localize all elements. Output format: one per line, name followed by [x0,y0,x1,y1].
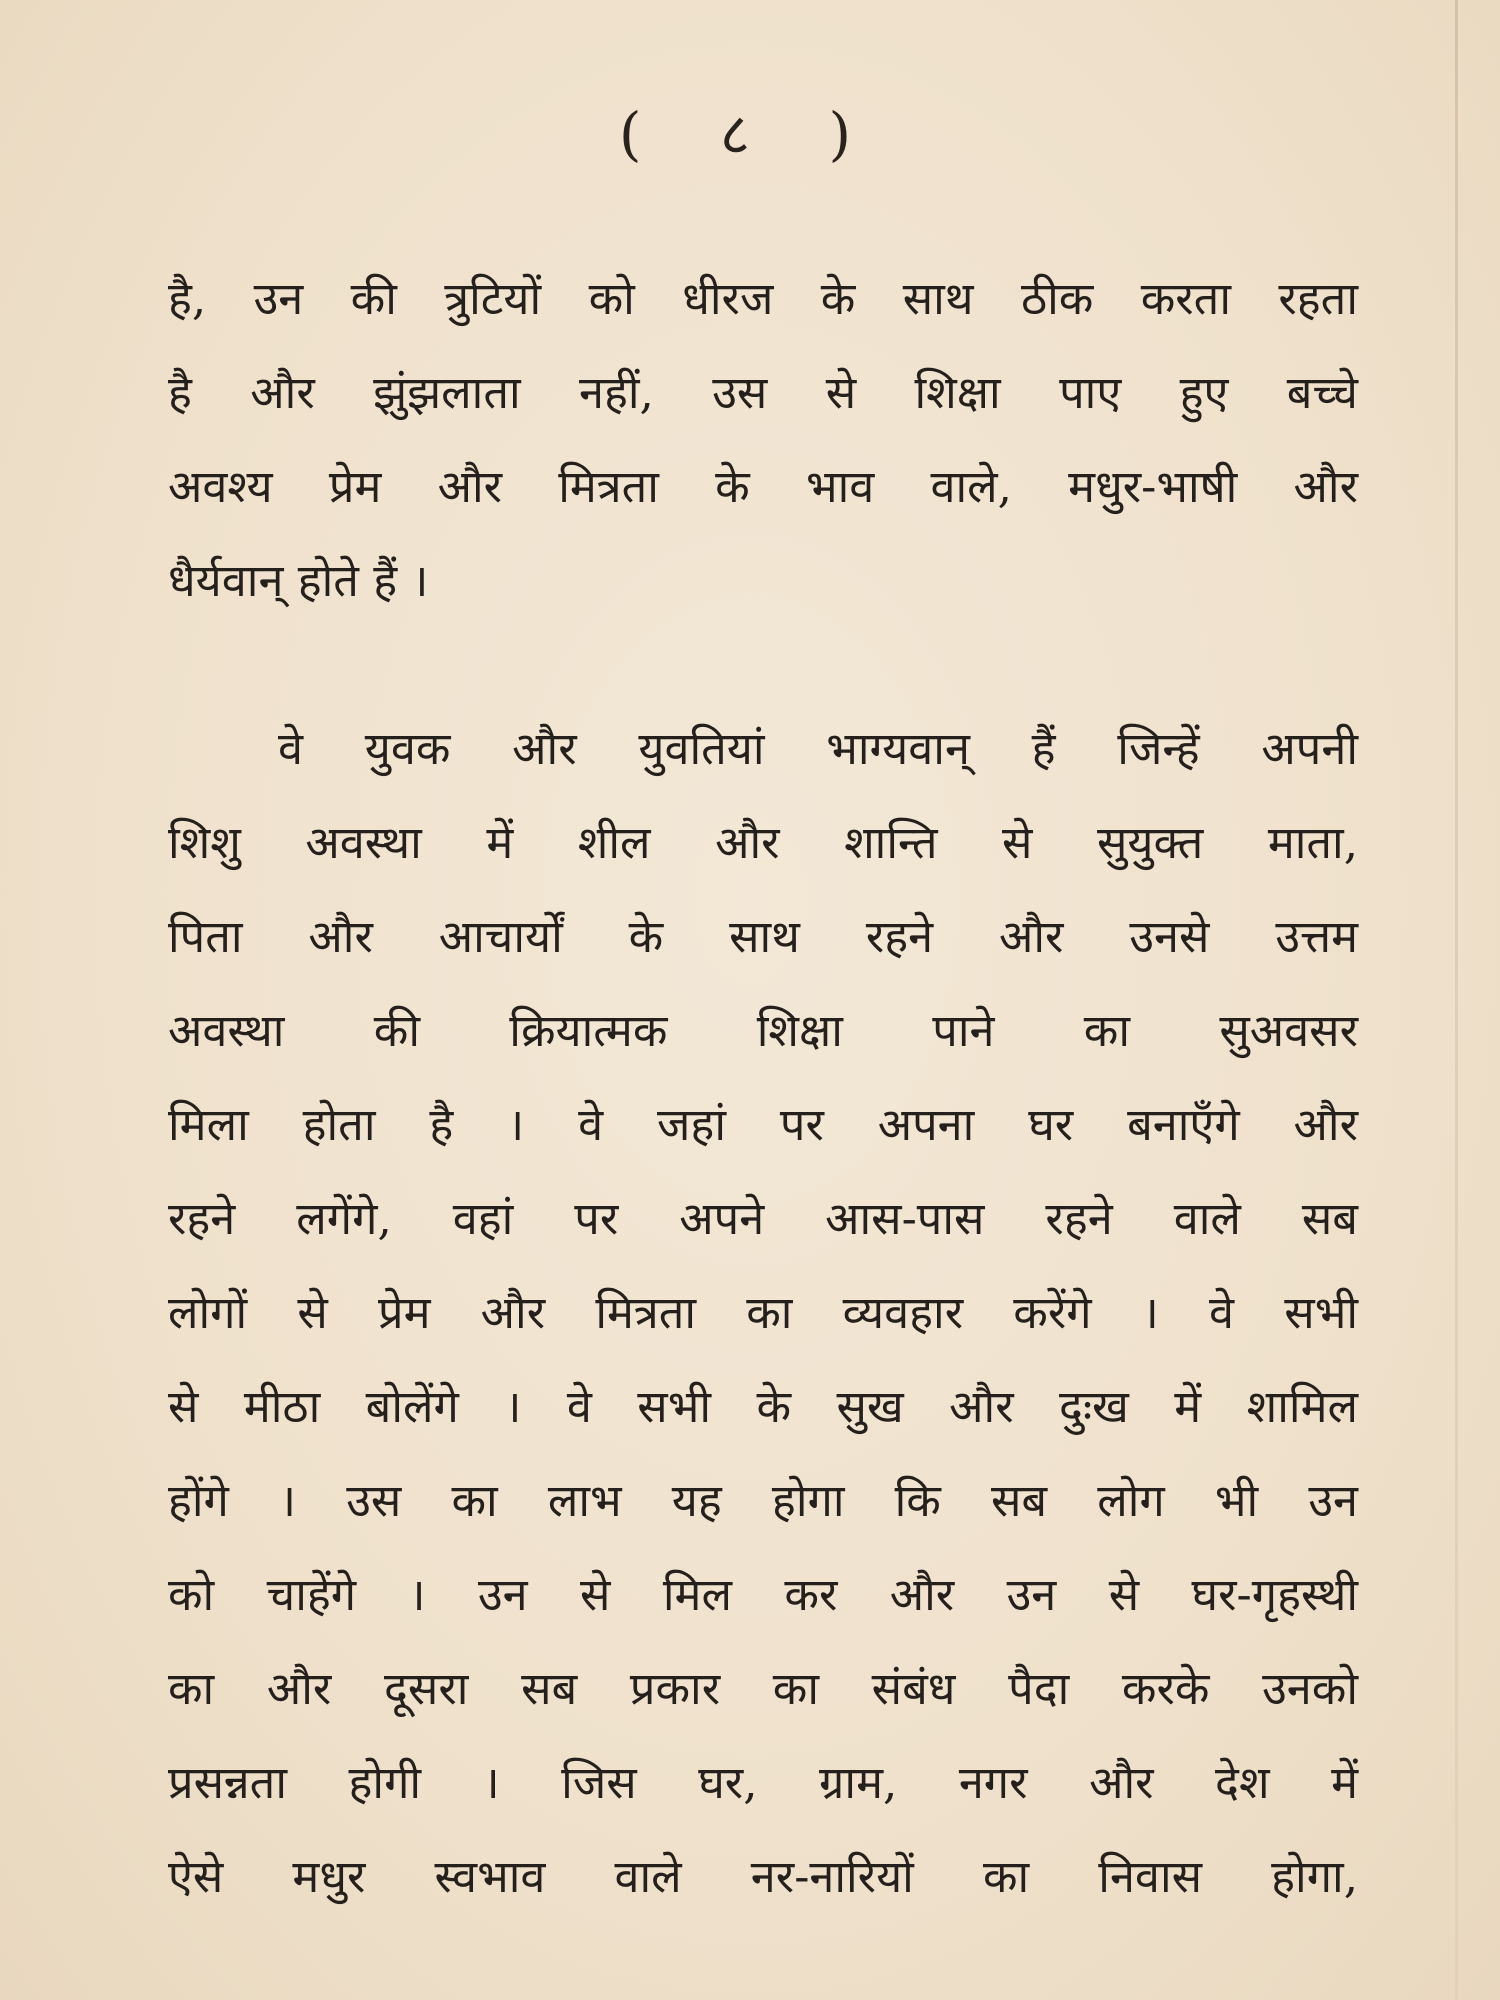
text-line: रहने लगेंगे, वहां पर अपने आस-पास रहने वाले सब [168,1192,1358,1245]
text-line: का और दूसरा सब प्रकार का संबंध पैदा करके उनको [168,1662,1358,1715]
text-line: से मीठा बोलेंगे । वे सभी के सुख और दुःख में शामिल [168,1380,1358,1433]
text-line: अवश्य प्रेम और मित्रता के भाव वाले, मधुर-भाषी और [168,460,1358,513]
text-line: है और झुंझलाता नहीं, उस से शिक्षा पाए हुए बच्चे [168,366,1358,419]
text-line: अवस्था की क्रियात्मक शिक्षा पाने का सुअवसर [168,1004,1358,1057]
page-number: ( ८ ) [618,100,882,168]
page-body [168,252,1358,1924]
text-line: लोगों से प्रेम और मित्रता का व्यवहार करेंगे । वे सभी [168,1286,1358,1339]
text-line: प्रसन्नता होगी । जिस घर, ग्राम, नगर और देश में [168,1756,1358,1809]
text-line: मिला होता है । वे जहां पर अपना घर बनाएँगे और [168,1098,1358,1151]
text-line: होंगे । उस का लाभ यह होगा कि सब लोग भी उन [168,1474,1358,1527]
text-line: धैर्यवान् होते हैं । [168,554,429,607]
page-fold-shadow [1455,0,1458,2000]
text-line: ऐसे मधुर स्वभाव वाले नर-नारियों का निवास होगा, [168,1850,1358,1903]
text-line: है, उन की त्रुटियों को धीरज के साथ ठीक करता रहता [168,272,1358,325]
text-line: को चाहेंगे । उन से मिल कर और उन से घर-गृहस्थी [168,1568,1358,1621]
paragraph-gap [168,628,1358,702]
text-line: पिता और आचार्यों के साथ रहने और उनसे उत्तम [168,910,1358,963]
text-line: शिशु अवस्था में शील और शान्ति से सुयुक्त माता, [168,816,1358,869]
text-line: वे युवक और युवतियां भाग्यवान् हैं जिन्हें अपनी [278,722,1358,775]
